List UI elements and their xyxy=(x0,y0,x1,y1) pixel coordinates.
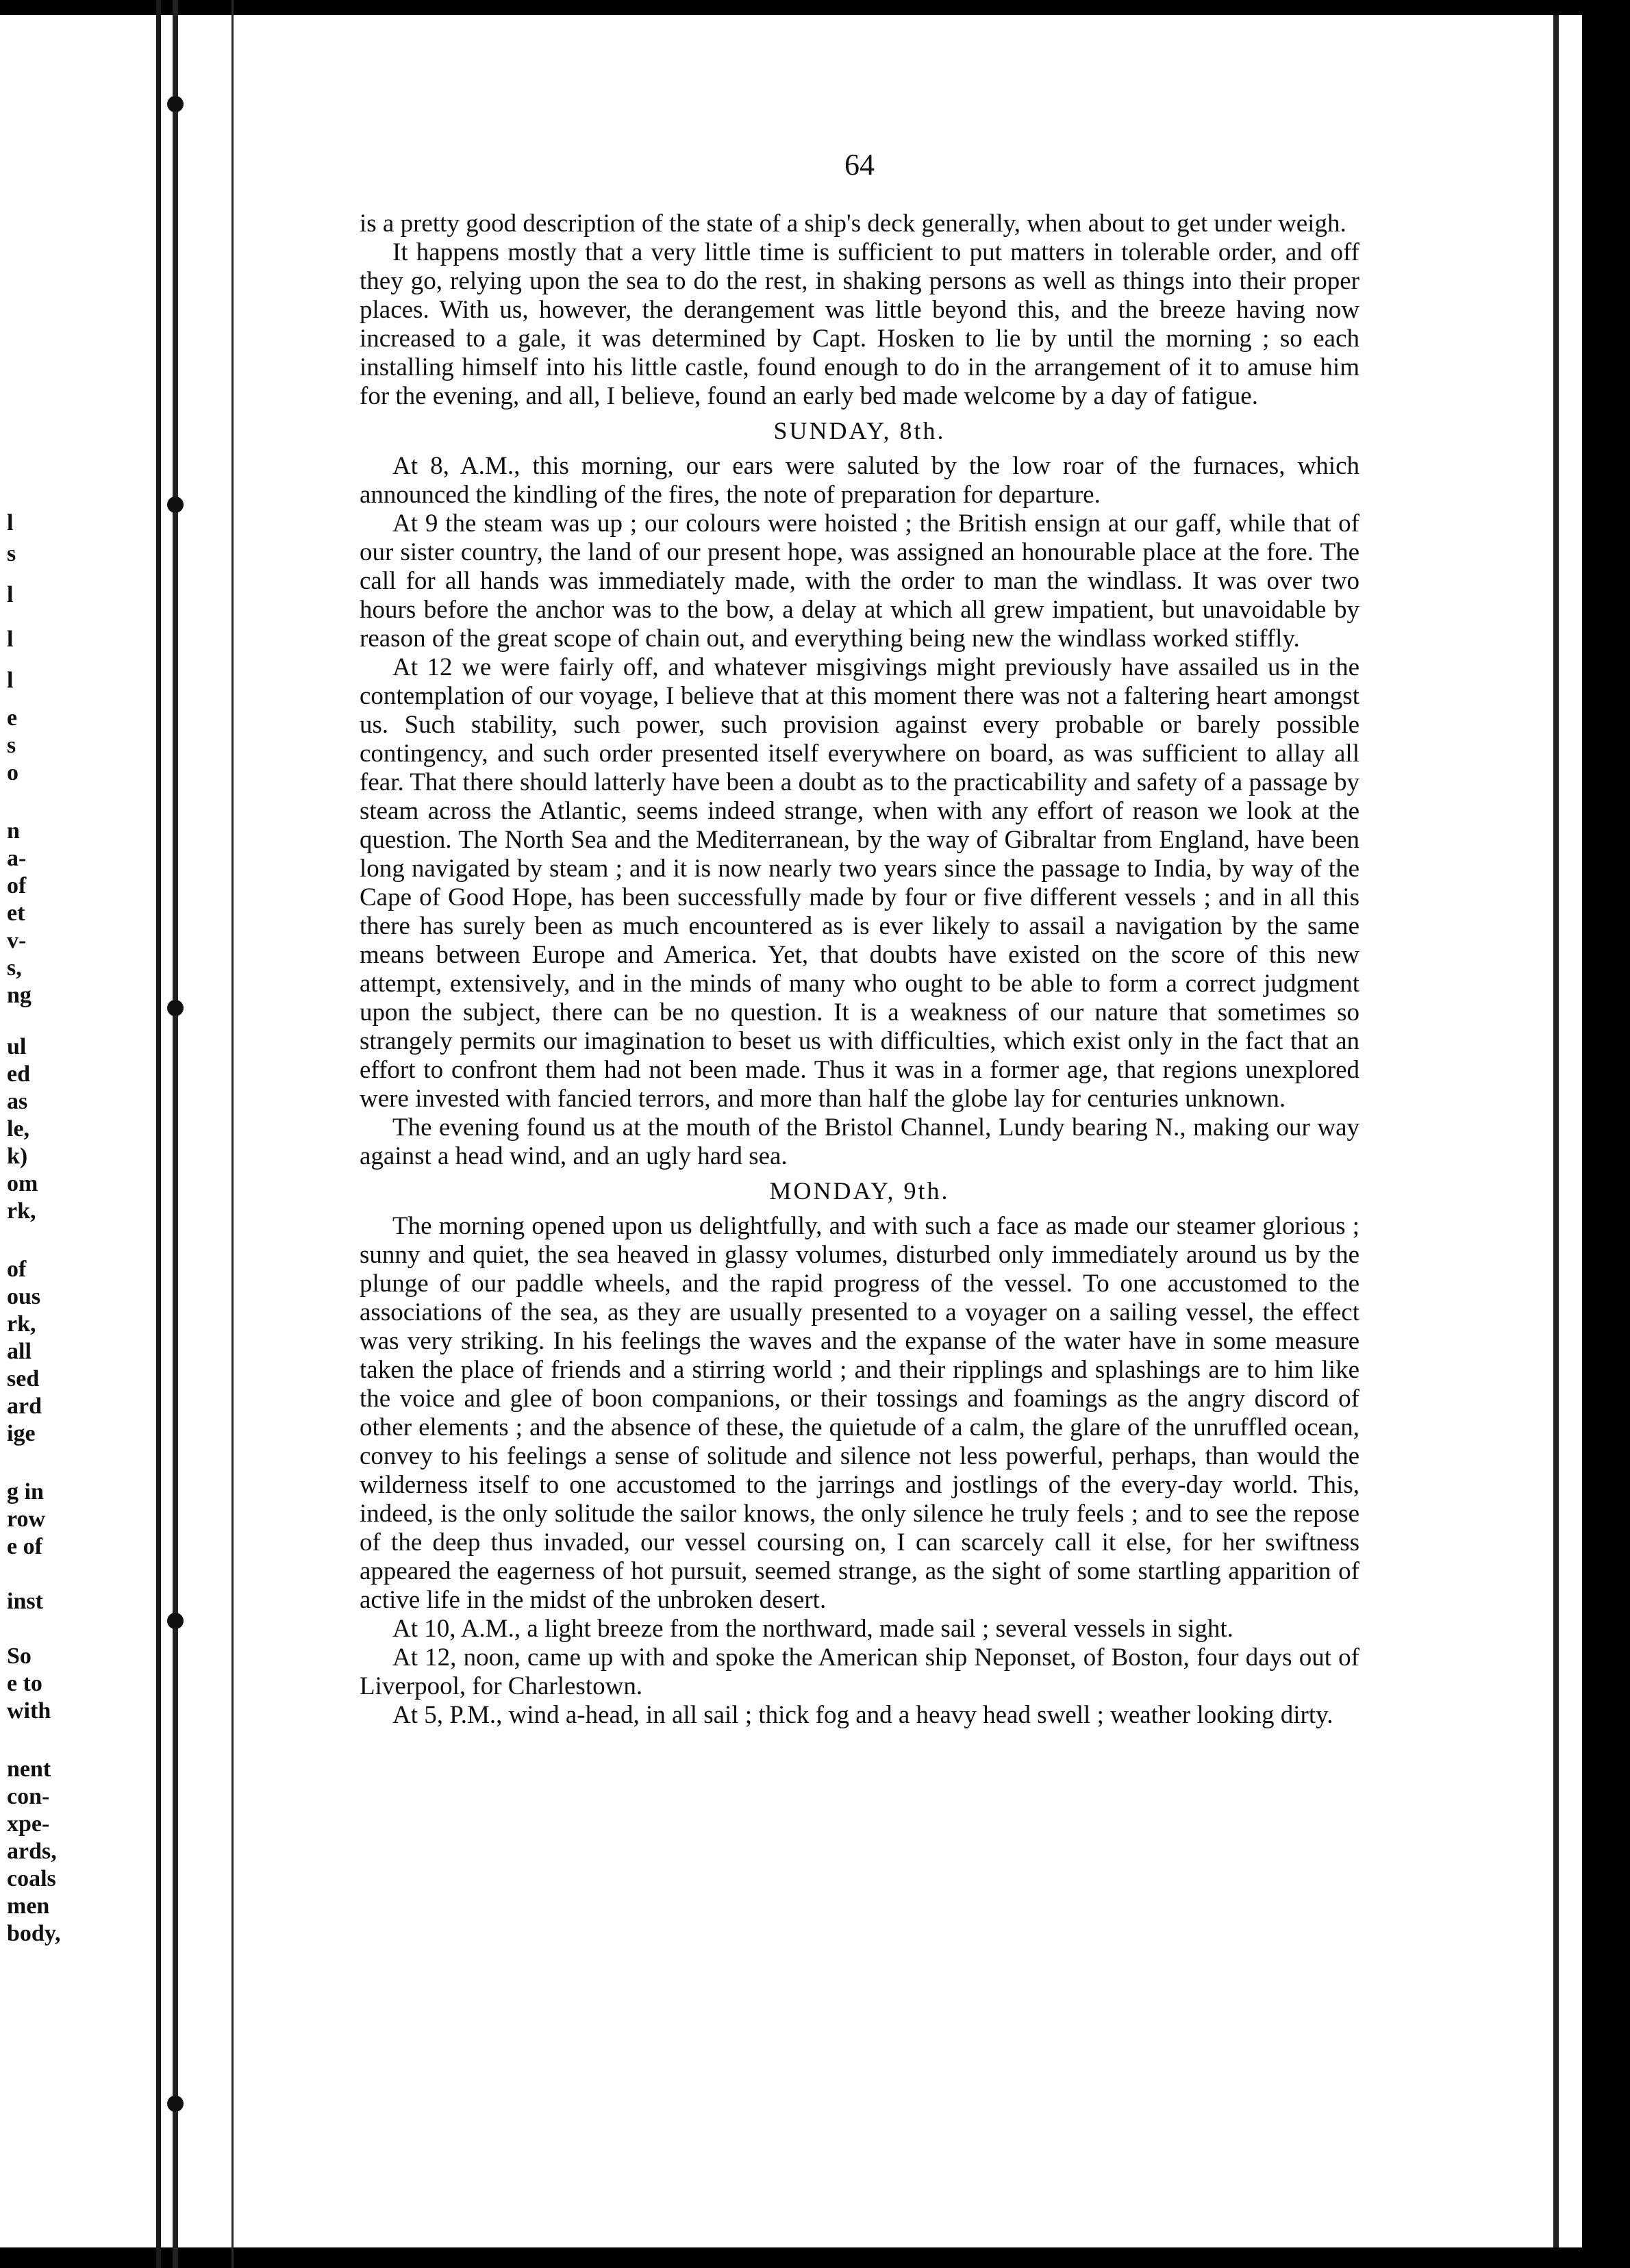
fragment: coals xyxy=(7,1866,56,1891)
fragment: l xyxy=(7,510,14,536)
fragment: con- xyxy=(7,1784,50,1809)
binding-knot xyxy=(167,1000,184,1016)
fragment: v- xyxy=(7,928,27,953)
paragraph: At 12, noon, came up with and spoke the American ship Neponset, of Boston, four days out of Liverpool, for Charlestown. xyxy=(360,1643,1359,1700)
fragment: ed xyxy=(7,1061,30,1087)
fragment: ous xyxy=(7,1284,41,1309)
book-spine-line xyxy=(156,0,161,2268)
fragment: l xyxy=(7,668,14,693)
fragment: n xyxy=(7,818,20,844)
page-right-edge xyxy=(1553,15,1559,2247)
binding-thread xyxy=(173,0,178,2268)
fragment: ards, xyxy=(7,1839,57,1864)
fragment: sed xyxy=(7,1366,40,1391)
section-heading-monday: MONDAY, 9th. xyxy=(769,1177,950,1205)
scan-right-border xyxy=(1582,0,1630,2268)
fragment: g in xyxy=(7,1479,44,1504)
fragment: e of xyxy=(7,1534,42,1559)
paragraph: is a pretty good description of the state of a ship's deck generally, when about to get under weigh. xyxy=(360,210,1346,238)
fragment: row xyxy=(7,1507,46,1532)
page-content xyxy=(360,147,1359,1730)
binding-knot xyxy=(167,1613,184,1629)
scan-bottom-border xyxy=(0,2247,1630,2268)
fragment: a- xyxy=(7,846,27,871)
fragment: o xyxy=(7,760,18,785)
fragment: rk, xyxy=(7,1311,36,1337)
fragment: s, xyxy=(7,955,22,981)
fragment: men xyxy=(7,1893,50,1919)
fragment: ul xyxy=(7,1034,27,1059)
paragraph: At 8, A.M., this morning, our ears were saluted by the low roar of the furnaces, which announced the kindling of the fires, the note of preparation for departure. xyxy=(360,452,1359,509)
paragraph: At 10, A.M., a light breeze from the northward, made sail ; several vessels in sight. xyxy=(392,1615,1233,1643)
fragment: l xyxy=(7,627,14,652)
fragment: of xyxy=(7,873,27,898)
fragment: l xyxy=(7,582,14,607)
section-heading-sunday: SUNDAY, 8th. xyxy=(773,417,946,444)
fragment: le, xyxy=(7,1116,30,1142)
facing-page-fragments xyxy=(0,0,156,2268)
binding-knot xyxy=(167,96,184,112)
fragment: nent xyxy=(7,1756,51,1782)
fragment: ige xyxy=(7,1421,36,1446)
fragment: as xyxy=(7,1089,28,1114)
paragraph: At 9 the steam was up ; our colours were hoisted ; the British ensign at our gaff, while that of our sister country, the land of our present hope, was assigned an honourable place at the fore. The call for all hands was immediately made, with the order to man the windlass. It was over two hours before the anchor was to the bow, a delay at which all grew impatient, but unavoidable by reason of the great scope of chain out, and everything being new the windlass worked stiffly. xyxy=(360,509,1359,653)
paragraph: At 5, P.M., wind a-head, in all sail ; thick fog and a heavy head swell ; weather looking dirty. xyxy=(392,1701,1333,1729)
binding-knot xyxy=(167,2095,184,2112)
fragment: s xyxy=(7,733,16,758)
page-gutter-edge xyxy=(231,0,234,2268)
fragment: om xyxy=(7,1171,38,1196)
fragment: k) xyxy=(7,1144,28,1169)
fragment: ng xyxy=(7,983,32,1008)
paragraph: It happens mostly that a very little time is sufficient to put matters in tolerable order, and off they go, relying upon the sea to do the rest, in shaking persons as well as things into their proper places. With us, however, the derangement was little beyond this, and the breeze having now increased to a gale, it was determined by Capt. Hosken to lie by until the morning ; so each installing himself into his little castle, found enough to do in the arrangement of it to amuse him for the evening, and all, I believe, found an early bed made welcome by a day of fatigue. xyxy=(360,238,1359,410)
binding-knot xyxy=(167,496,184,513)
paragraph: The morning opened upon us delightfully, and with such a face as made our steamer glorious ; sunny and quiet, the sea heaved in glassy volumes, disturbed only immediately around us by the plunge of our paddle wheels, and the rapid progress of the vessel. To one accustomed to the associations of the sea, as they are usually presented to a voyager on a sailing vessel, the effect was very striking. In his feelings the waves and the expanse of the water have in some measure taken the place of friends and a stirring world ; and their ripplings and splashings are to him like the voice and glee of boon companions, or their tossings and foamings as the angry discord of other elements ; and the absence of these, the quietude of a calm, the glare of the unruffled ocean, convey to his feelings a sense of solitude and silence not less powerful, perhaps, than would the wilderness itself to one accustomed to the jarrings and jostlings of the every-day world. This, indeed, is the only solitude the sailor knows, the only silence he truly feels ; and to see the repose of the deep thus invaded, our vessel coursing on, I can scarcely call it else, for her swiftness appeared the eagerness of hot pursuit, seemed strange, as the sight of some startling apparition of active life in the midst of the unbroken desert. xyxy=(360,1212,1359,1614)
fragment: body, xyxy=(7,1921,61,1946)
fragment: et xyxy=(7,900,25,926)
fragment: e to xyxy=(7,1671,42,1696)
fragment: with xyxy=(7,1698,51,1724)
fragment: xpe- xyxy=(7,1811,50,1837)
fragment: of xyxy=(7,1257,27,1282)
fragment: ard xyxy=(7,1394,42,1419)
page-number: 64 xyxy=(844,148,875,181)
fragment: s xyxy=(7,541,16,566)
fragment: e xyxy=(7,705,18,731)
fragment: So xyxy=(7,1643,32,1669)
scan-top-border xyxy=(0,0,1630,15)
paragraph: At 12 we were fairly off, and whatever misgivings might previously have assailed us in the contemplation of our voyage, I believe that at this moment there was not a faltering heart amongst us. Such stability, such power, such provision against every probable or barely possible contingency, and such order presented itself everywhere on board, as was sufficient to allay all fear. That there should latterly have been a doubt as to the practicability and safety of a passage by steam across the Atlantic, seems indeed strange, when with any effort of reason we look at the question. The North Sea and the Mediterranean, by the way of Gibraltar from England, have been long navigated by steam ; and it is now nearly two years since the passage to India, by way of the Cape of Good Hope, has been successfully made by four or five different vessels ; and in all this there has surely been as much encountered as is ever likely to assail a navigation by the same means between Europe and America. Yet, that doubts have existed on the score of this new attempt, extensively, and in the minds of many who ought to be able to form a correct judgment upon the subject, there can be no question. It is a weakness of our nature that sometimes so strangely permits our imagination to beset us with difficulties, which exist only in the fact that an effort to confront them had not been made. Thus it was in a former age, that regions unexplored were invested with fancied terrors, and more than half the globe lay for centuries unknown. xyxy=(360,653,1359,1113)
fragment: rk, xyxy=(7,1198,36,1224)
fragment: inst xyxy=(7,1589,43,1614)
fragment: all xyxy=(7,1339,32,1364)
paragraph: The evening found us at the mouth of the Bristol Channel, Lundy bearing N., making our way against a head wind, and an ugly hard sea. xyxy=(360,1113,1359,1170)
